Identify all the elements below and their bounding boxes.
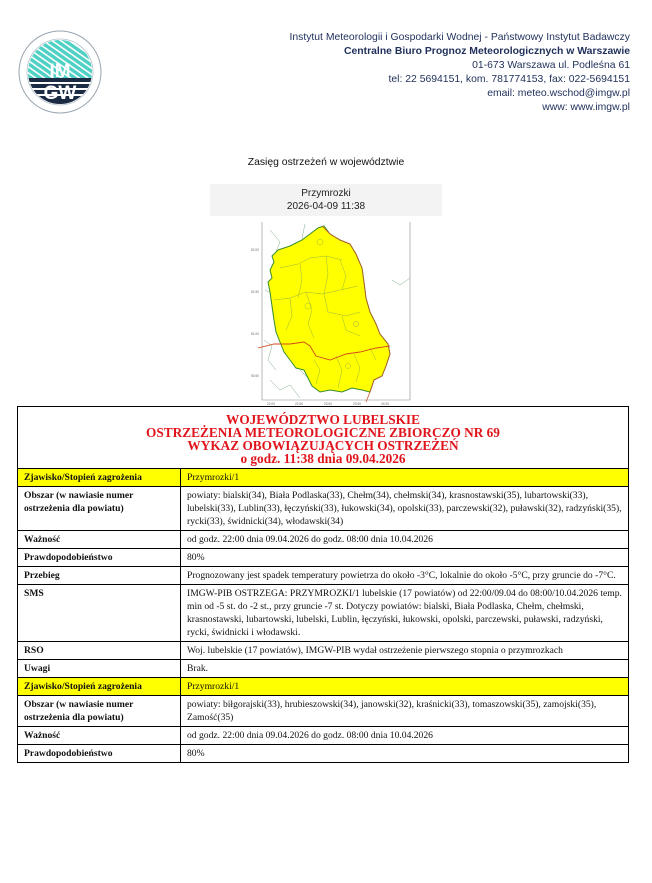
svg-text:51.00: 51.00 <box>251 332 259 336</box>
table-row <box>18 487 629 531</box>
row-label: Uwagi <box>18 660 181 678</box>
row-label: Obszar (w nawiasie numer ostrzeżenia dla powiatu) <box>18 696 181 727</box>
title-line-warnings: OSTRZEŻENIA METEOROLOGICZNE ZBIORCZO NR 69 <box>146 425 500 440</box>
row-value: Brak. <box>181 660 629 678</box>
table-row <box>18 549 629 567</box>
row-value: 80% <box>181 549 629 567</box>
institute-name: Instytut Meteorologii i Gospodarki Wodnej - Państwowy Instytut Badawczy <box>289 32 630 43</box>
row-value: od godz. 22:00 dnia 09.04.2026 do godz. 08:00 dnia 10.04.2026 <box>181 727 629 745</box>
svg-text:23.00: 23.00 <box>324 402 332 406</box>
svg-text:23.50: 23.50 <box>353 402 361 406</box>
table-row <box>18 567 629 585</box>
warning-map <box>250 220 412 410</box>
row-label: SMS <box>18 585 181 642</box>
row-value: od godz. 22:00 dnia 09.04.2026 do godz. 08:00 dnia 10.04.2026 <box>181 531 629 549</box>
map-datetime: 2026-04-09 11:38 <box>286 201 366 212</box>
warnings-table <box>17 406 629 763</box>
row-value: Przymrozki/1 <box>181 678 629 696</box>
warning-header-row <box>18 678 629 696</box>
table-row <box>18 660 629 678</box>
website-link[interactable]: www: www.imgw.pl <box>542 102 630 113</box>
table-row <box>18 696 629 727</box>
svg-text:50.50: 50.50 <box>251 374 259 378</box>
row-value: powiaty: biłgorajski(33), hrubieszowski(34), janowski(32), kraśnicki(33), tomaszowski(35), zamojski(35), Zamość(35) <box>181 696 629 727</box>
row-value: Przymrozki/1 <box>181 469 629 487</box>
row-label: Prawdopodobieństwo <box>18 549 181 567</box>
warning-header-row <box>18 469 629 487</box>
table-title <box>18 407 629 469</box>
title-line-list: WYKAZ OBOWIĄZUJĄCYCH OSTRZEŻEŃ <box>187 438 459 453</box>
title-line-datetime: o godz. 11:38 dnia 09.04.2026 <box>240 451 406 466</box>
svg-text:51.50: 51.50 <box>251 290 259 294</box>
row-value: powiaty: bialski(34), Biała Podlaska(33), Chełm(34), chełmski(34), krasnostawski(35), lubartowski(33), lubelski(33), Lublin(33), łęczyński(33), łukowski(34), opolski(33), parczewski(32), puławski(32), radzyński(35), rycki(33), świdnicki(34), włodawski(34) <box>181 487 629 531</box>
svg-text:22.00: 22.00 <box>267 402 275 406</box>
table-row <box>18 642 629 660</box>
title-line-voivodeship: WOJEWÓDZTWO LUBELSKIE <box>226 412 420 427</box>
logo-text-bottom: GW <box>43 83 77 104</box>
logo-text-top: IM <box>49 61 71 82</box>
svg-text:52.00: 52.00 <box>251 248 259 252</box>
row-label: Zjawisko/Stopień zagrożenia <box>18 469 181 487</box>
row-label: RSO <box>18 642 181 660</box>
row-label: Zjawisko/Stopień zagrożenia <box>18 678 181 696</box>
row-value: IMGW-PIB OSTRZEGA: PRZYMROZKI/1 lubelskie (17 powiatów) od 22:00/09.04 do 08:00/10.04.2026 temp. min od -5 st. do -2 st., przy gruncie -7 st. Dotyczy powiatów: bialski, Biała Podlaska, Chełm, chełmski, krasnostawski, lubartowski, lubelski, Lublin, łęczyński, łukowski, opolski, parczewski, puławski, radzyński, rycki, świdnicki i włodawski. <box>181 585 629 642</box>
row-label: Ważność <box>18 727 181 745</box>
map-heading: Zasięg ostrzeżeń w województwie <box>247 157 405 168</box>
row-label: Ważność <box>18 531 181 549</box>
institute-header <box>289 31 630 115</box>
row-value: Woj. lubelskie (17 powiatów), IMGW-PIB wydał ostrzeżenie pierwszego stopnia o przymrozkach <box>181 642 629 660</box>
row-value: 80% <box>181 745 629 763</box>
phone: tel: 22 5694151, kom. 781774153, fax: 022-5694151 <box>388 74 630 85</box>
table-row <box>18 585 629 642</box>
email-link[interactable]: email: meteo.wschod@imgw.pl <box>487 88 630 99</box>
map-phenomenon: Przymrozki <box>301 188 351 199</box>
row-value: Prognozowany jest spadek temperatury powietrza do około -3°C, lokalnie do około -5°C, przy gruncie do -7°C. <box>181 567 629 585</box>
svg-text:22.50: 22.50 <box>295 402 303 406</box>
row-label: Przebieg <box>18 567 181 585</box>
imgw-logo <box>18 30 102 114</box>
address: 01-673 Warszawa ul. Podleśna 61 <box>472 60 630 71</box>
svg-text:24.00: 24.00 <box>381 402 389 406</box>
bureau-name: Centralne Biuro Prognoz Meteorologicznych w Warszawie <box>344 46 630 57</box>
table-title-row <box>18 407 629 469</box>
row-label: Obszar (w nawiasie numer ostrzeżenia dla powiatu) <box>18 487 181 531</box>
table-row <box>18 727 629 745</box>
table-row <box>18 531 629 549</box>
table-row <box>18 745 629 763</box>
map-caption <box>210 184 442 216</box>
row-label: Prawdopodobieństwo <box>18 745 181 763</box>
